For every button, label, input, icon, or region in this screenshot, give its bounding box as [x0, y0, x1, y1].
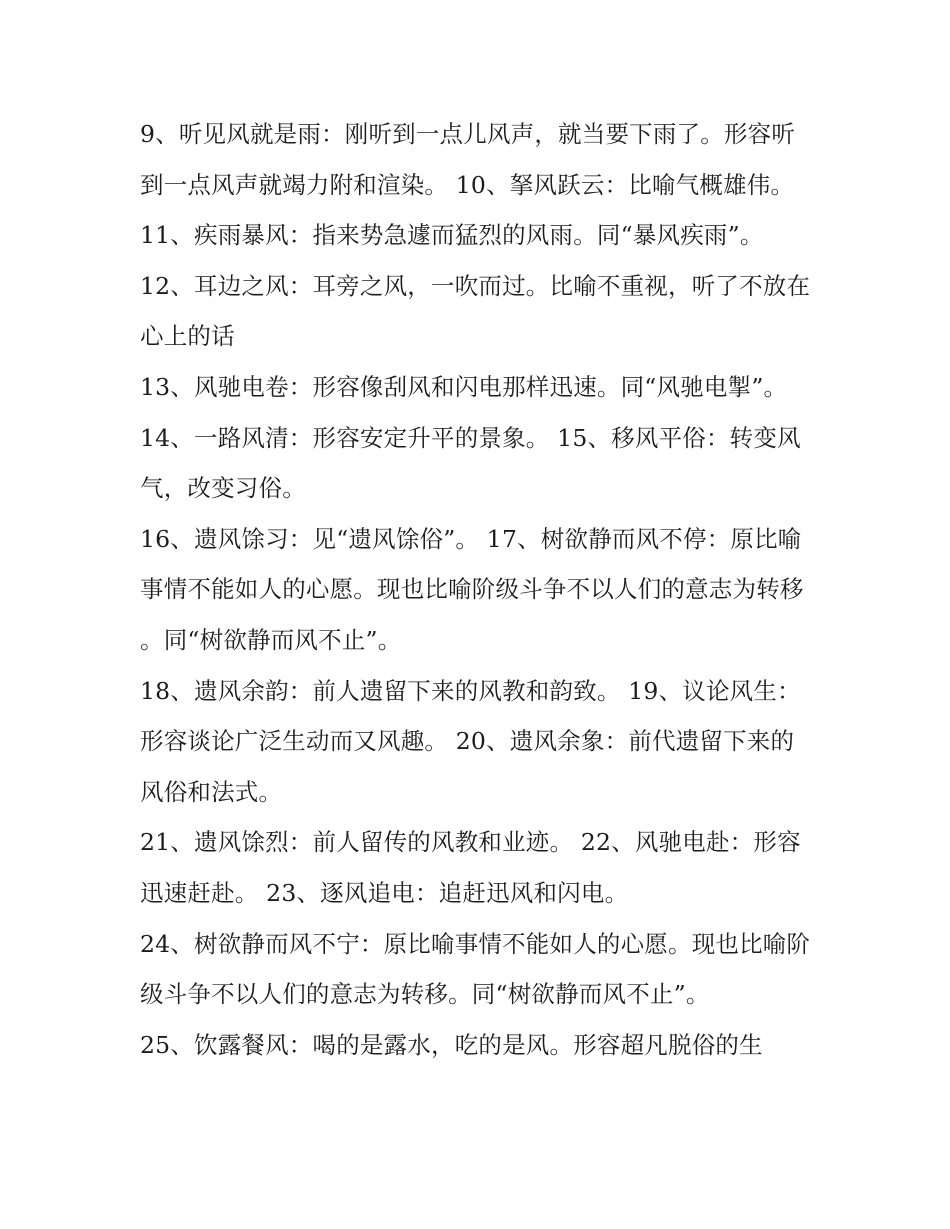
paragraph-idiom-24: 24、树欲静而风不宁：原比喻事情不能如人的心愿。现也比喻阶级斗争不以人们的意志为转移。同“树欲静而风不止”。: [140, 929, 811, 1009]
paragraph-idioms-18-20: 18、遗风余韵：前人遗留下来的风教和韵致。 19、议论风生：形容谈论广泛生动而又风趣。 20、遗风余象：前代遗留下来的风俗和法式。: [140, 676, 801, 806]
paragraph-idiom-11: 11、疾雨暴风：指来势急遽而猛烈的风雨。同“暴风疾雨”。: [140, 221, 764, 250]
paragraph-idiom-13: 13、风驰电卷：形容像刮风和闪电那样迅速。同“风驰电掣”。: [140, 372, 788, 401]
paragraph-idiom-25: 25、饮露餐风：喝的是露水，吃的是风。形容超凡脱俗的生: [140, 1030, 763, 1059]
paragraph-idioms-21-23: 21、遗风馀烈：前人留传的风教和业迹。 22、风驰电赴：形容迅速赶赴。 23、逐风追电：追赶迅风和闪电。: [140, 828, 801, 907]
paragraph-idiom-12: 12、耳边之风：耳旁之风，一吹而过。比喻不重视，听了不放在心上的话: [140, 271, 811, 351]
document-body: [140, 109, 815, 1070]
paragraph-idioms-14-15: 14、一路风清：形容安定升平的景象。 15、移风平俗：转变风气，改变习俗。: [140, 423, 801, 503]
paragraph-idioms-16-17: 16、遗风馀习：见“遗风馀俗”。 17、树欲静而风不停：原比喻事情不能如人的心愿。现也比喻阶级斗争不以人们的意志为转移。同“树欲静而风不止”。: [140, 524, 804, 654]
paragraph-idioms-9-10: 9、听见风就是雨：刚听到一点儿风声，就当要下雨了。形容听到一点风声就竭力附和渲染。 10、拏风跃云：比喻气概雄伟。: [140, 120, 796, 199]
